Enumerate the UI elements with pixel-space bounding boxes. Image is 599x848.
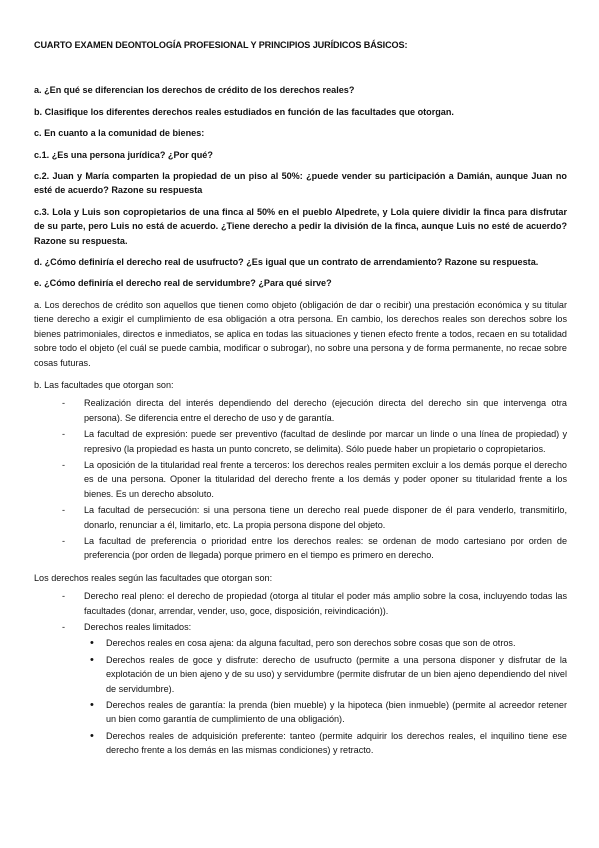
answer-a: a. Los derechos de crédito son aquellos que tienen como objeto (obligación de dar o recibir) una prestación económica y su titular tiene derecho a exigir el cumplimiento de esa obligación a otra persona. En cambio, los derechos reales son derechos sobre los bienes patrimoniales, directos e inmediatos, se aplica en todas las situaciones y tienen efecto frente a todos, recaen en su totalidad sobre todo el objeto (el cuál se puede cambia, modificar o subrogar), no sobre una persona y de forma permanente, no recae sobre cosas futuras. xyxy=(34,299,567,368)
faculties-list xyxy=(34,396,567,562)
question-d: d. ¿Cómo definiría el derecho real de usufructo? ¿Es igual que un contrato de arrendamiento? Razone su respuesta. xyxy=(34,257,539,268)
limited-rights-label: Derechos reales limitados: xyxy=(84,622,192,632)
list-item-full-right: - Derecho real pleno: el derecho de propiedad (otorga al titular el poder más amplio sobre la cosa, incluyendo todas las facultades (donar, arrendar, vender, uso, goce, disposición, reivindicación)). xyxy=(70,589,567,618)
list-item: - La facultad de preferencia o prioridad entre los derechos reales: se ordenan de modo cartesiano por orden de preferencia (por orden de llegada) porque primero en el tiempo es primero en derecho. xyxy=(70,534,567,563)
question-c1: c.1. ¿Es una persona jurídica? ¿Por qué? xyxy=(34,149,213,160)
question-c: c. En cuanto a la comunidad de bienes: xyxy=(34,128,205,139)
question-e: e. ¿Cómo definiría el derecho real de servidumbre? ¿Para qué sirve? xyxy=(34,278,332,289)
question-a: a. ¿En qué se diferencian los derechos de crédito de los derechos reales? xyxy=(34,85,355,96)
bullet-item: • Derechos reales de goce y disfrute: derecho de usufructo (permite a una persona disponer y disfrutar de la explotación de un bien ajeno y de su uso) y servidumbre (permite disfrutar de un bien ajeno dependiendo del nivel de servidumbre). xyxy=(106,653,567,696)
bullet-item: • Derechos reales en cosa ajena: da alguna facultad, pero son derechos sobre cosas que son de otros. xyxy=(106,636,567,650)
question-c2: c.2. Juan y María comparten la propiedad de un piso al 50%: ¿puede vender su participación a Damián, aunque Juan no esté de acuerdo? Razone su respuesta xyxy=(34,171,567,196)
list-item: - La oposición de la titularidad real frente a terceros: los derechos reales permiten excluir a los demás porque el derecho es de una persona. Oponer la titularidad del derecho frente a los demás y poder oponer su titularidad frente a los bienes. Es un derecho absoluto. xyxy=(70,458,567,501)
rights-intro: Los derechos reales según las facultades que otorgan son: xyxy=(34,572,273,583)
bullet-item: • Derechos reales de adquisición preferente: tanteo (permite adquirir los derechos reales, el inquilino tiene ese derecho frente a los demás en las mismas condiciones) y retracto. xyxy=(106,729,567,758)
bullet-item: • Derechos reales de garantía: la prenda (bien mueble) y la hipoteca (bien inmueble) (permite al acreedor retener un bien como garantía de cumplimiento de una obligación). xyxy=(106,698,567,727)
question-c3: c.3. Lola y Luis son copropietarios de una finca al 50% en el pueblo Alpedrete, y Lola quiere dividir la finca para disfrutar de su parte, pero Luis no está de acuerdo. ¿Tiene derecho a pedir la división de la finca, aunque Luis no esté de acuerdo? Razone su respuesta. xyxy=(34,206,567,246)
list-item: - La facultad de persecución: si una persona tiene un derecho real puede disponer de él para venderlo, transmitirlo, donarlo, renunciar a él, limitarlo, etc. La propia persona dispone del objeto. xyxy=(70,503,567,532)
list-item: - La facultad de expresión: puede ser preventivo (facultad de deslinde por marcar un linde o una línea de propiedad) y represivo (la propiedad es hasta un punto concreto, se delimita). Sólo puede haber un propietario o copropietarios. xyxy=(70,427,567,456)
document-title: CUARTO EXAMEN DEONTOLOGÍA PROFESIONAL Y PRINCIPIOS JURÍDICOS BÁSICOS: xyxy=(34,40,408,50)
list-item-limited-rights xyxy=(70,620,567,758)
question-b: b. Clasifique los diferentes derechos reales estudiados en función de las facultades que otorgan. xyxy=(34,106,454,117)
list-item: - Realización directa del interés dependiendo del derecho (ejecución directa del derecho sin que intervenga otra persona). Se diferencia entre el derecho de uso y de garantía. xyxy=(70,396,567,425)
answer-b-intro: b. Las facultades que otorgan son: xyxy=(34,379,174,390)
rights-list xyxy=(34,589,567,757)
limited-rights-list xyxy=(84,636,567,757)
